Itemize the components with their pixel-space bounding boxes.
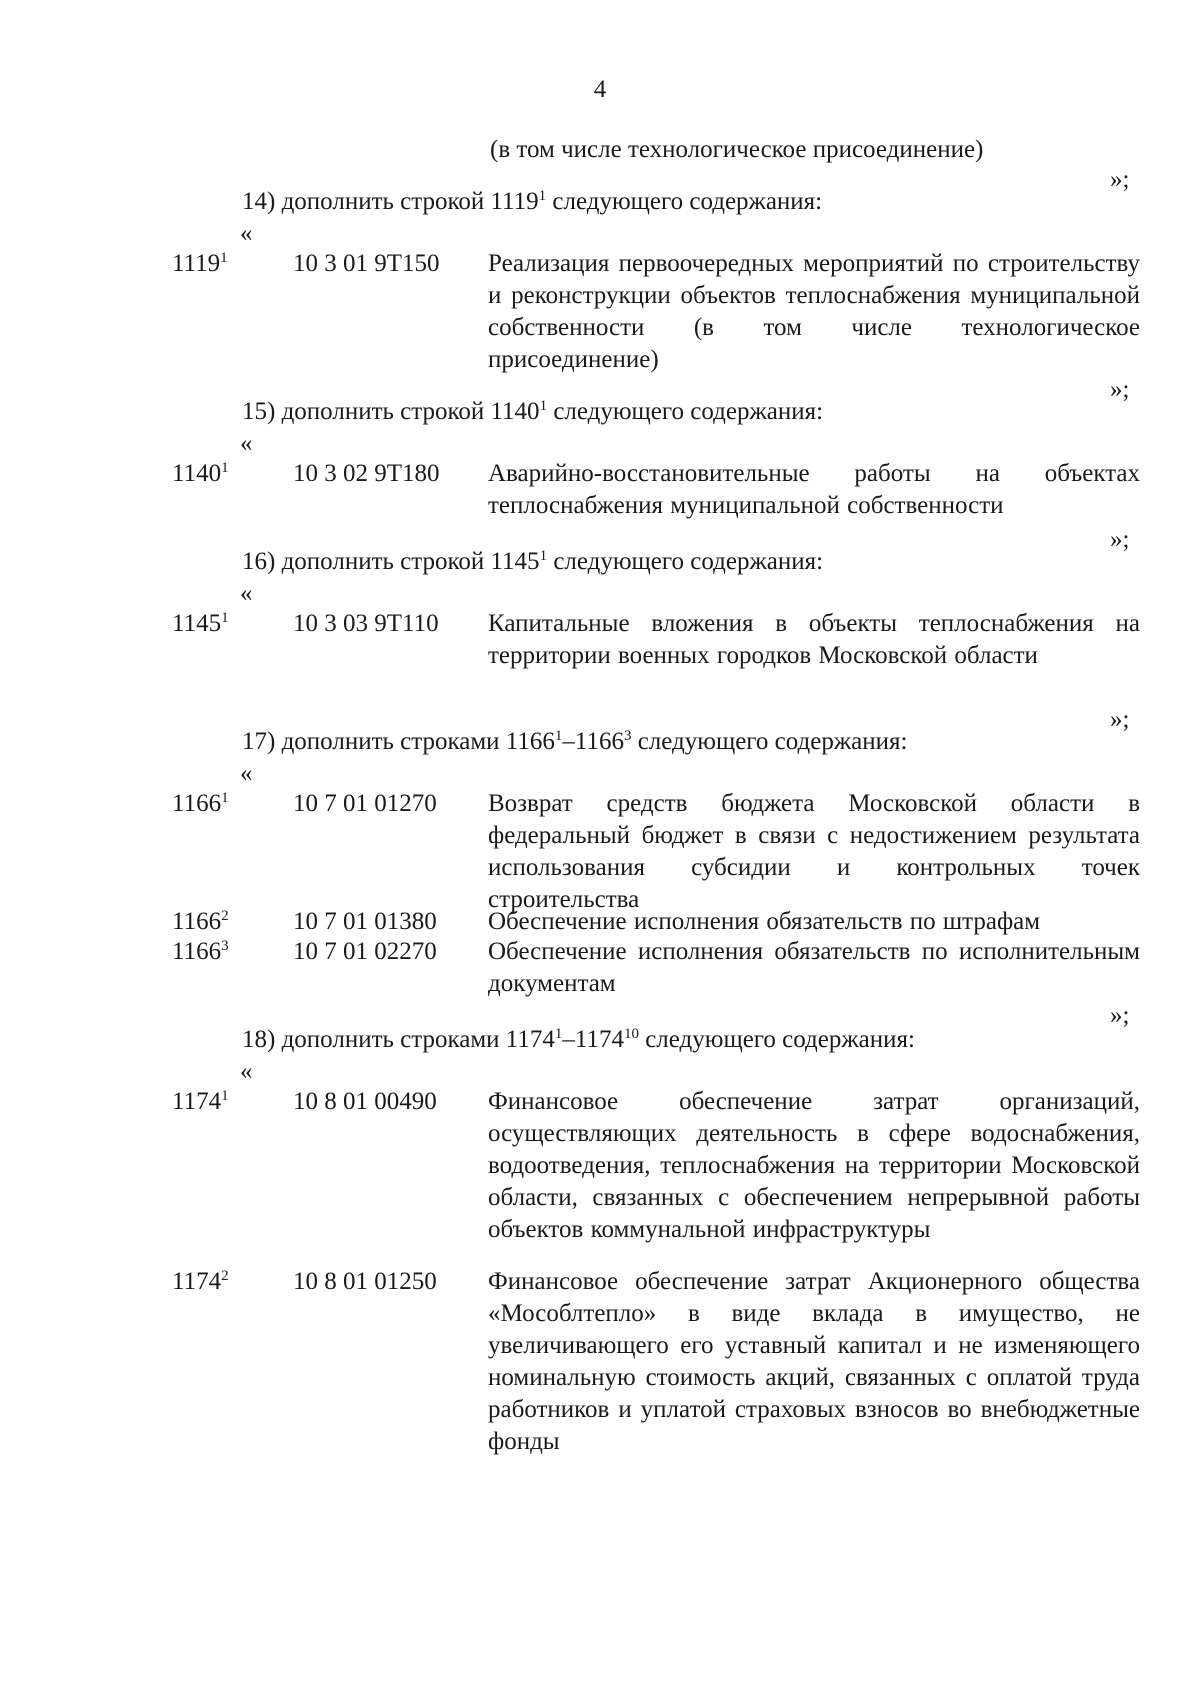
instruction-14: 14) дополнить строкой 1119$^1$ следующего содержания: <box>242 188 823 215</box>
row-description: Капитальные вложения в объекты теплоснабжения на территории военных городков Московской области <box>488 610 1140 669</box>
opening-quote: « <box>240 580 253 607</box>
continuation-text: (в том числе технологическое присоединение) <box>490 136 984 163</box>
closing-quote: »; <box>1110 376 1130 403</box>
page-number: 4 <box>593 76 607 103</box>
row-number: 1166$^2$ <box>172 908 229 935</box>
row-number: 1174$^2$ <box>172 1268 229 1295</box>
row-number: 1166$^1$ <box>172 790 229 817</box>
row-description: Аварийно-восстановительные работы на объектах теплоснабжения муниципальной собственности <box>488 460 1140 519</box>
row-number: 1145$^1$ <box>172 610 229 637</box>
row-number: 1174$^1$ <box>172 1088 229 1115</box>
row-number: 1119$^1$ <box>172 250 228 277</box>
closing-quote: »; <box>1110 706 1130 733</box>
row-description: Обеспечение исполнения обязательств по исполнительным документам <box>488 938 1140 997</box>
opening-quote: « <box>240 220 253 247</box>
budget-code: 10 7 01 01270 <box>293 790 437 817</box>
instruction-16: 16) дополнить строкой 1145$^1$ следующего содержания: <box>242 548 824 575</box>
budget-code: 10 3 01 9Т150 <box>293 250 440 277</box>
closing-quote: »; <box>1110 1002 1130 1029</box>
instruction-17: 17) дополнить строками 1166$^1$–1166$^3$ следующего содержания: <box>242 728 908 755</box>
row-description: Реализация первоочередных мероприятий по строительству и реконструкции объектов теплоснабжения муниципальной собственности (в том числе технологическое присоединение) <box>488 250 1140 373</box>
row-description: Финансовое обеспечение затрат организаций, осуществляющих деятельность в сфере водоснабжения, водоотведения, теплоснабжения на территории Московской области, связанных с обеспечением непрерывной работы объектов коммунальной инфраструктуры <box>488 1088 1140 1243</box>
opening-quote: « <box>240 430 253 457</box>
closing-quote: »; <box>1110 166 1130 193</box>
opening-quote: « <box>240 1058 253 1085</box>
budget-code: 10 3 02 9Т180 <box>293 460 440 487</box>
instruction-15: 15) дополнить строкой 1140$^1$ следующего содержания: <box>242 398 824 425</box>
closing-quote: »; <box>1110 526 1130 553</box>
budget-code: 10 8 01 01250 <box>293 1268 437 1295</box>
row-description: Возврат средств бюджета Московской области в федеральный бюджет в связи с недостижением результата использования субсидии и контрольных точек строительства <box>488 790 1140 913</box>
row-number: 1166$^3$ <box>172 938 229 965</box>
opening-quote: « <box>240 760 253 787</box>
budget-code: 10 7 01 01380 <box>293 908 437 935</box>
budget-code: 10 8 01 00490 <box>293 1088 437 1115</box>
instruction-18: 18) дополнить строками 1174$^1$–1174$^{10}$ следующего содержания: <box>242 1026 915 1053</box>
row-number: 1140$^1$ <box>172 460 229 487</box>
row-description: Финансовое обеспечение затрат Акционерного общества «Мособлтепло» в виде вклада в имущество, не увеличивающего его уставный капитал и не изменяющего номинальную стоимость акций, связанных с оплатой труда работников и уплатой страховых взносов во внебюджетные фонды <box>488 1268 1140 1455</box>
budget-code: 10 3 03 9Т110 <box>293 610 439 637</box>
row-description: Обеспечение исполнения обязательств по штрафам <box>488 908 1041 935</box>
budget-code: 10 7 01 02270 <box>293 938 437 965</box>
